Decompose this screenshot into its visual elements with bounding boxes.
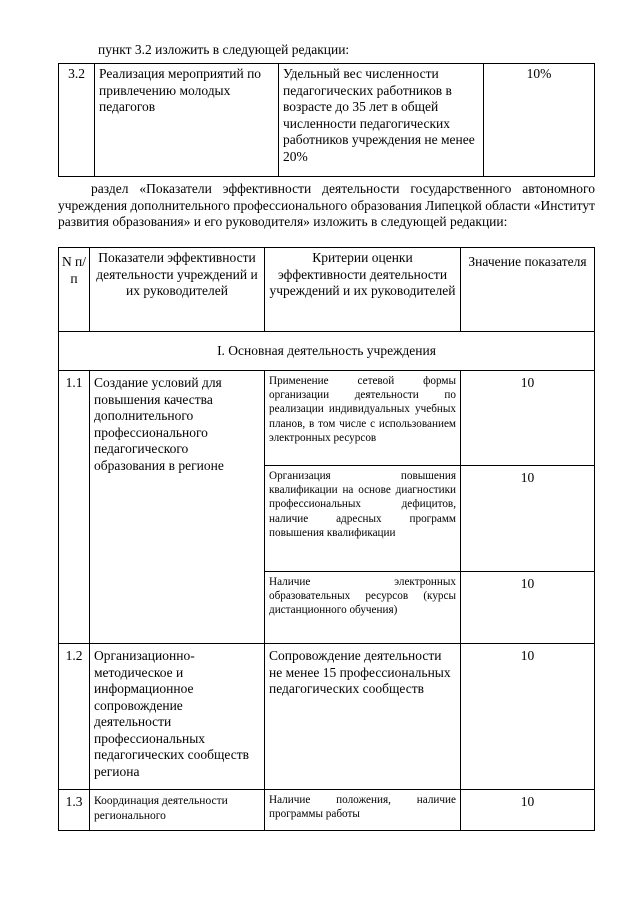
criterion-cell: Сопровождение деятельности не менее 15 профессиональных педагогических сообществ bbox=[265, 644, 461, 790]
value-cell: 10 bbox=[461, 466, 595, 572]
section-row bbox=[59, 332, 595, 371]
header-indicators: Показатели эффективности деятельности учреждений и их руководителей bbox=[90, 248, 265, 332]
value-cell: 10 bbox=[461, 371, 595, 466]
section-title: I. Основная деятельность учреждения bbox=[59, 332, 595, 371]
section-instruction-paragraph: раздел «Показатели эффективности деятельности государственного автономного учреждения дополнительного профессионального образования Липецкой области «Институт развития образования» и его руководителя» изложить в следующей редакции: bbox=[58, 181, 595, 229]
row-number: 1.1 bbox=[59, 371, 90, 644]
header-criteria: Критерии оценки эффективности деятельности учреждений и их руководителей bbox=[265, 248, 461, 332]
indicator-cell: Координация деятельности регионального bbox=[90, 790, 265, 831]
table-row bbox=[59, 644, 595, 790]
criterion-cell: Организация повышения квалификации на основе диагностики профессиональных дефицитов, наличие адресных программ повышения квалификации bbox=[265, 466, 461, 572]
indicators-table bbox=[58, 247, 595, 831]
row-number: 1.2 bbox=[59, 644, 90, 790]
value-cell: 10% bbox=[484, 64, 595, 177]
value-cell: 10 bbox=[461, 790, 595, 831]
criterion-cell: Удельный вес численности педагогических работников в возрасте до 35 лет в общей численности педагогических работников учреждения не менее 20% bbox=[279, 64, 484, 177]
criterion-cell: Наличие положения, наличие программы работы bbox=[265, 790, 461, 831]
value-cell: 10 bbox=[461, 572, 595, 644]
table-header-row bbox=[59, 248, 595, 332]
row-number: 3.2 bbox=[59, 64, 95, 177]
header-value: Значение показателя bbox=[461, 248, 595, 332]
header-number: N п/п bbox=[59, 248, 90, 332]
table-row bbox=[59, 64, 595, 177]
criterion-cell: Наличие электронных образовательных ресурсов (курсы дистанционного обучения) bbox=[265, 572, 461, 644]
table-row bbox=[59, 790, 595, 831]
row-number: 1.3 bbox=[59, 790, 90, 831]
criterion-cell: Применение сетевой формы организации деятельности по реализации индивидуальных учебных планов, в том числе с использованием электронных ресурсов bbox=[265, 371, 461, 466]
indicator-cell: Организационно-методическое и информационное сопровождение деятельности профессиональных педагогических сообществ региона bbox=[90, 644, 265, 790]
value-cell: 10 bbox=[461, 644, 595, 790]
table-item-3-2 bbox=[58, 63, 595, 177]
indicator-cell: Создание условий для повышения качества дополнительного профессионального педагогического образования в регионе bbox=[90, 371, 265, 644]
indicator-cell: Реализация мероприятий по привлечению молодых педагогов bbox=[95, 64, 279, 177]
table-row bbox=[59, 371, 595, 466]
intro-text: пункт 3.2 изложить в следующей редакции: bbox=[98, 42, 350, 57]
